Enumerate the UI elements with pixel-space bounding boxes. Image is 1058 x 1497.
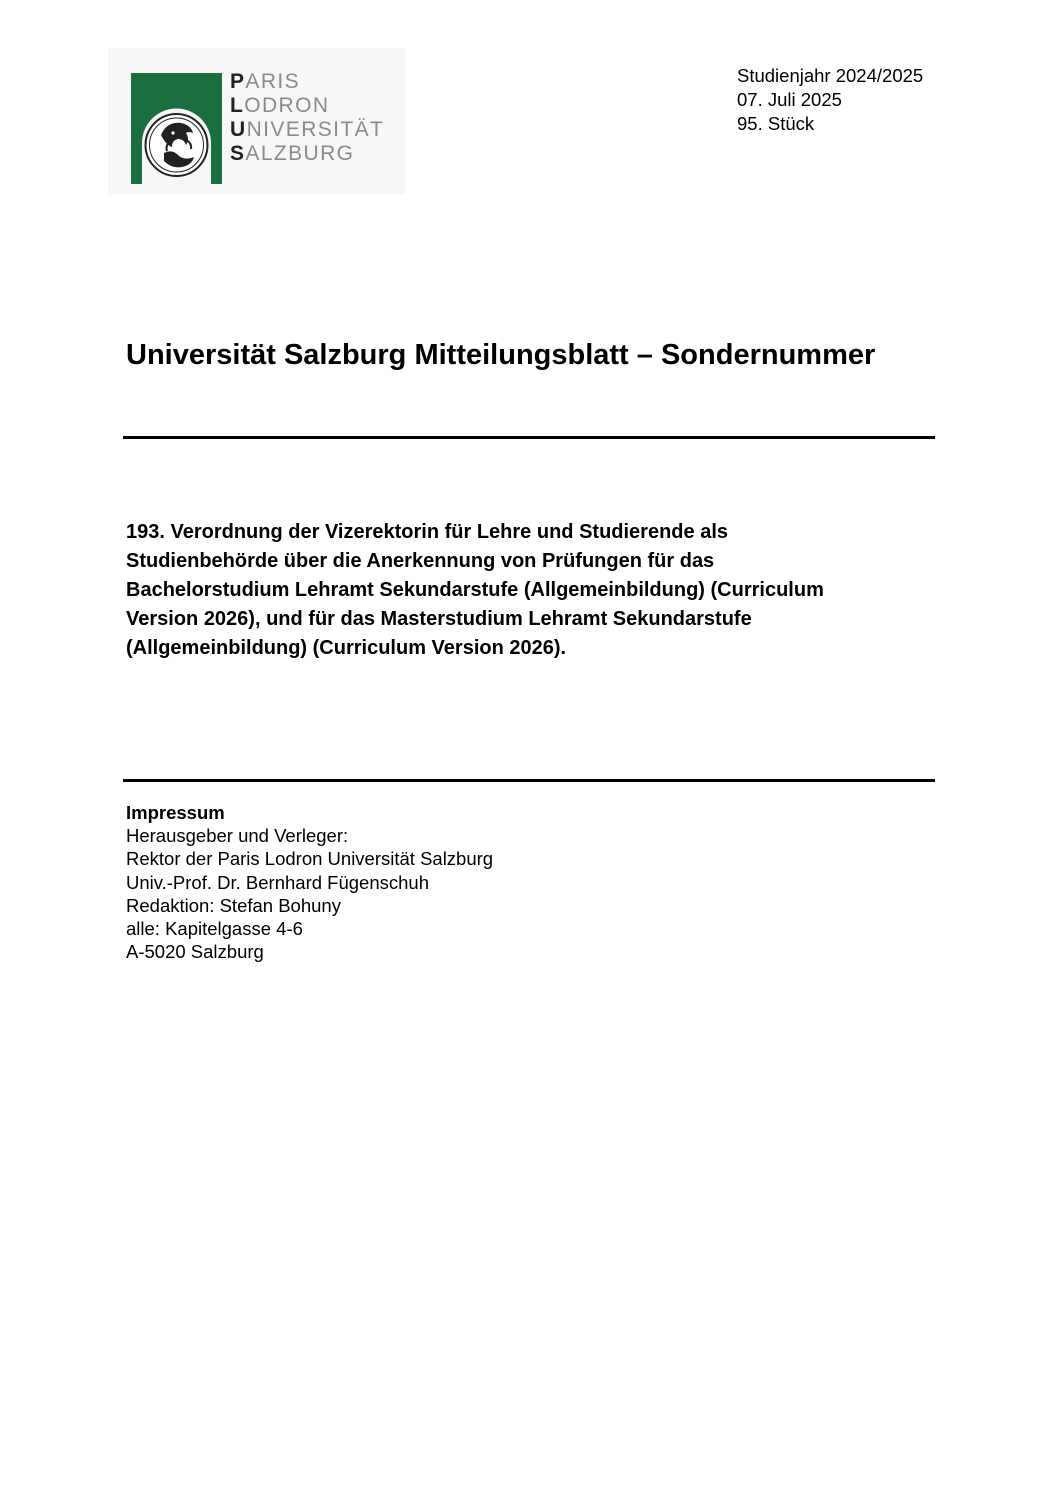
divider-top: [123, 436, 935, 439]
lion-seal-icon: [131, 73, 222, 184]
regulation-line: Version 2026), und für das Masterstudium Lehramt Sekundarstufe: [126, 608, 752, 630]
logo-wordmark: [230, 70, 384, 166]
regulation-line: Bachelorstudium Lehramt Sekundarstufe (Allgemeinbildung) (Curriculum: [126, 579, 824, 601]
university-logo: [108, 48, 405, 194]
regulation-line: (Allgemeinbildung) (Curriculum Version 2026).: [126, 637, 567, 659]
regulation-heading: [126, 518, 926, 663]
issue-meta: [737, 64, 923, 136]
impressum-heading: Impressum: [126, 802, 225, 823]
academic-year: Studienjahr 2024/2025: [737, 65, 924, 86]
regulation-line: 193. Verordnung der Vizerektorin für Lehre und Studierende als: [126, 521, 729, 543]
divider-bottom: [123, 779, 935, 782]
issue-date: 07. Juli 2025: [737, 89, 842, 110]
logo-line-lodron: LODRON: [230, 94, 330, 117]
logo-line-universitaet: UNIVERSITÄT: [230, 118, 385, 141]
impressum-line: A-5020 Salzburg: [126, 941, 264, 963]
issue-number: 95. Stück: [737, 113, 815, 134]
impressum: [126, 801, 493, 963]
page-title: Universität Salzburg Mitteilungsblatt – Sondernummer: [126, 339, 876, 371]
logo-line-salzburg: SALZBURG: [230, 142, 355, 165]
impressum-line: alle: Kapitelgasse 4-6: [126, 918, 303, 940]
impressum-line: Rektor der Paris Lodron Universität Salzburg: [126, 848, 494, 870]
impressum-line: Redaktion: Stefan Bohuny: [126, 894, 341, 916]
impressum-line: Univ.-Prof. Dr. Bernhard Fügenschuh: [126, 871, 429, 893]
regulation-line: Studienbehörde über die Anerkennung von Prüfungen für das: [126, 550, 715, 572]
logo-line-paris: PARIS: [230, 70, 301, 93]
impressum-line: Herausgeber und Verleger:: [126, 825, 349, 847]
